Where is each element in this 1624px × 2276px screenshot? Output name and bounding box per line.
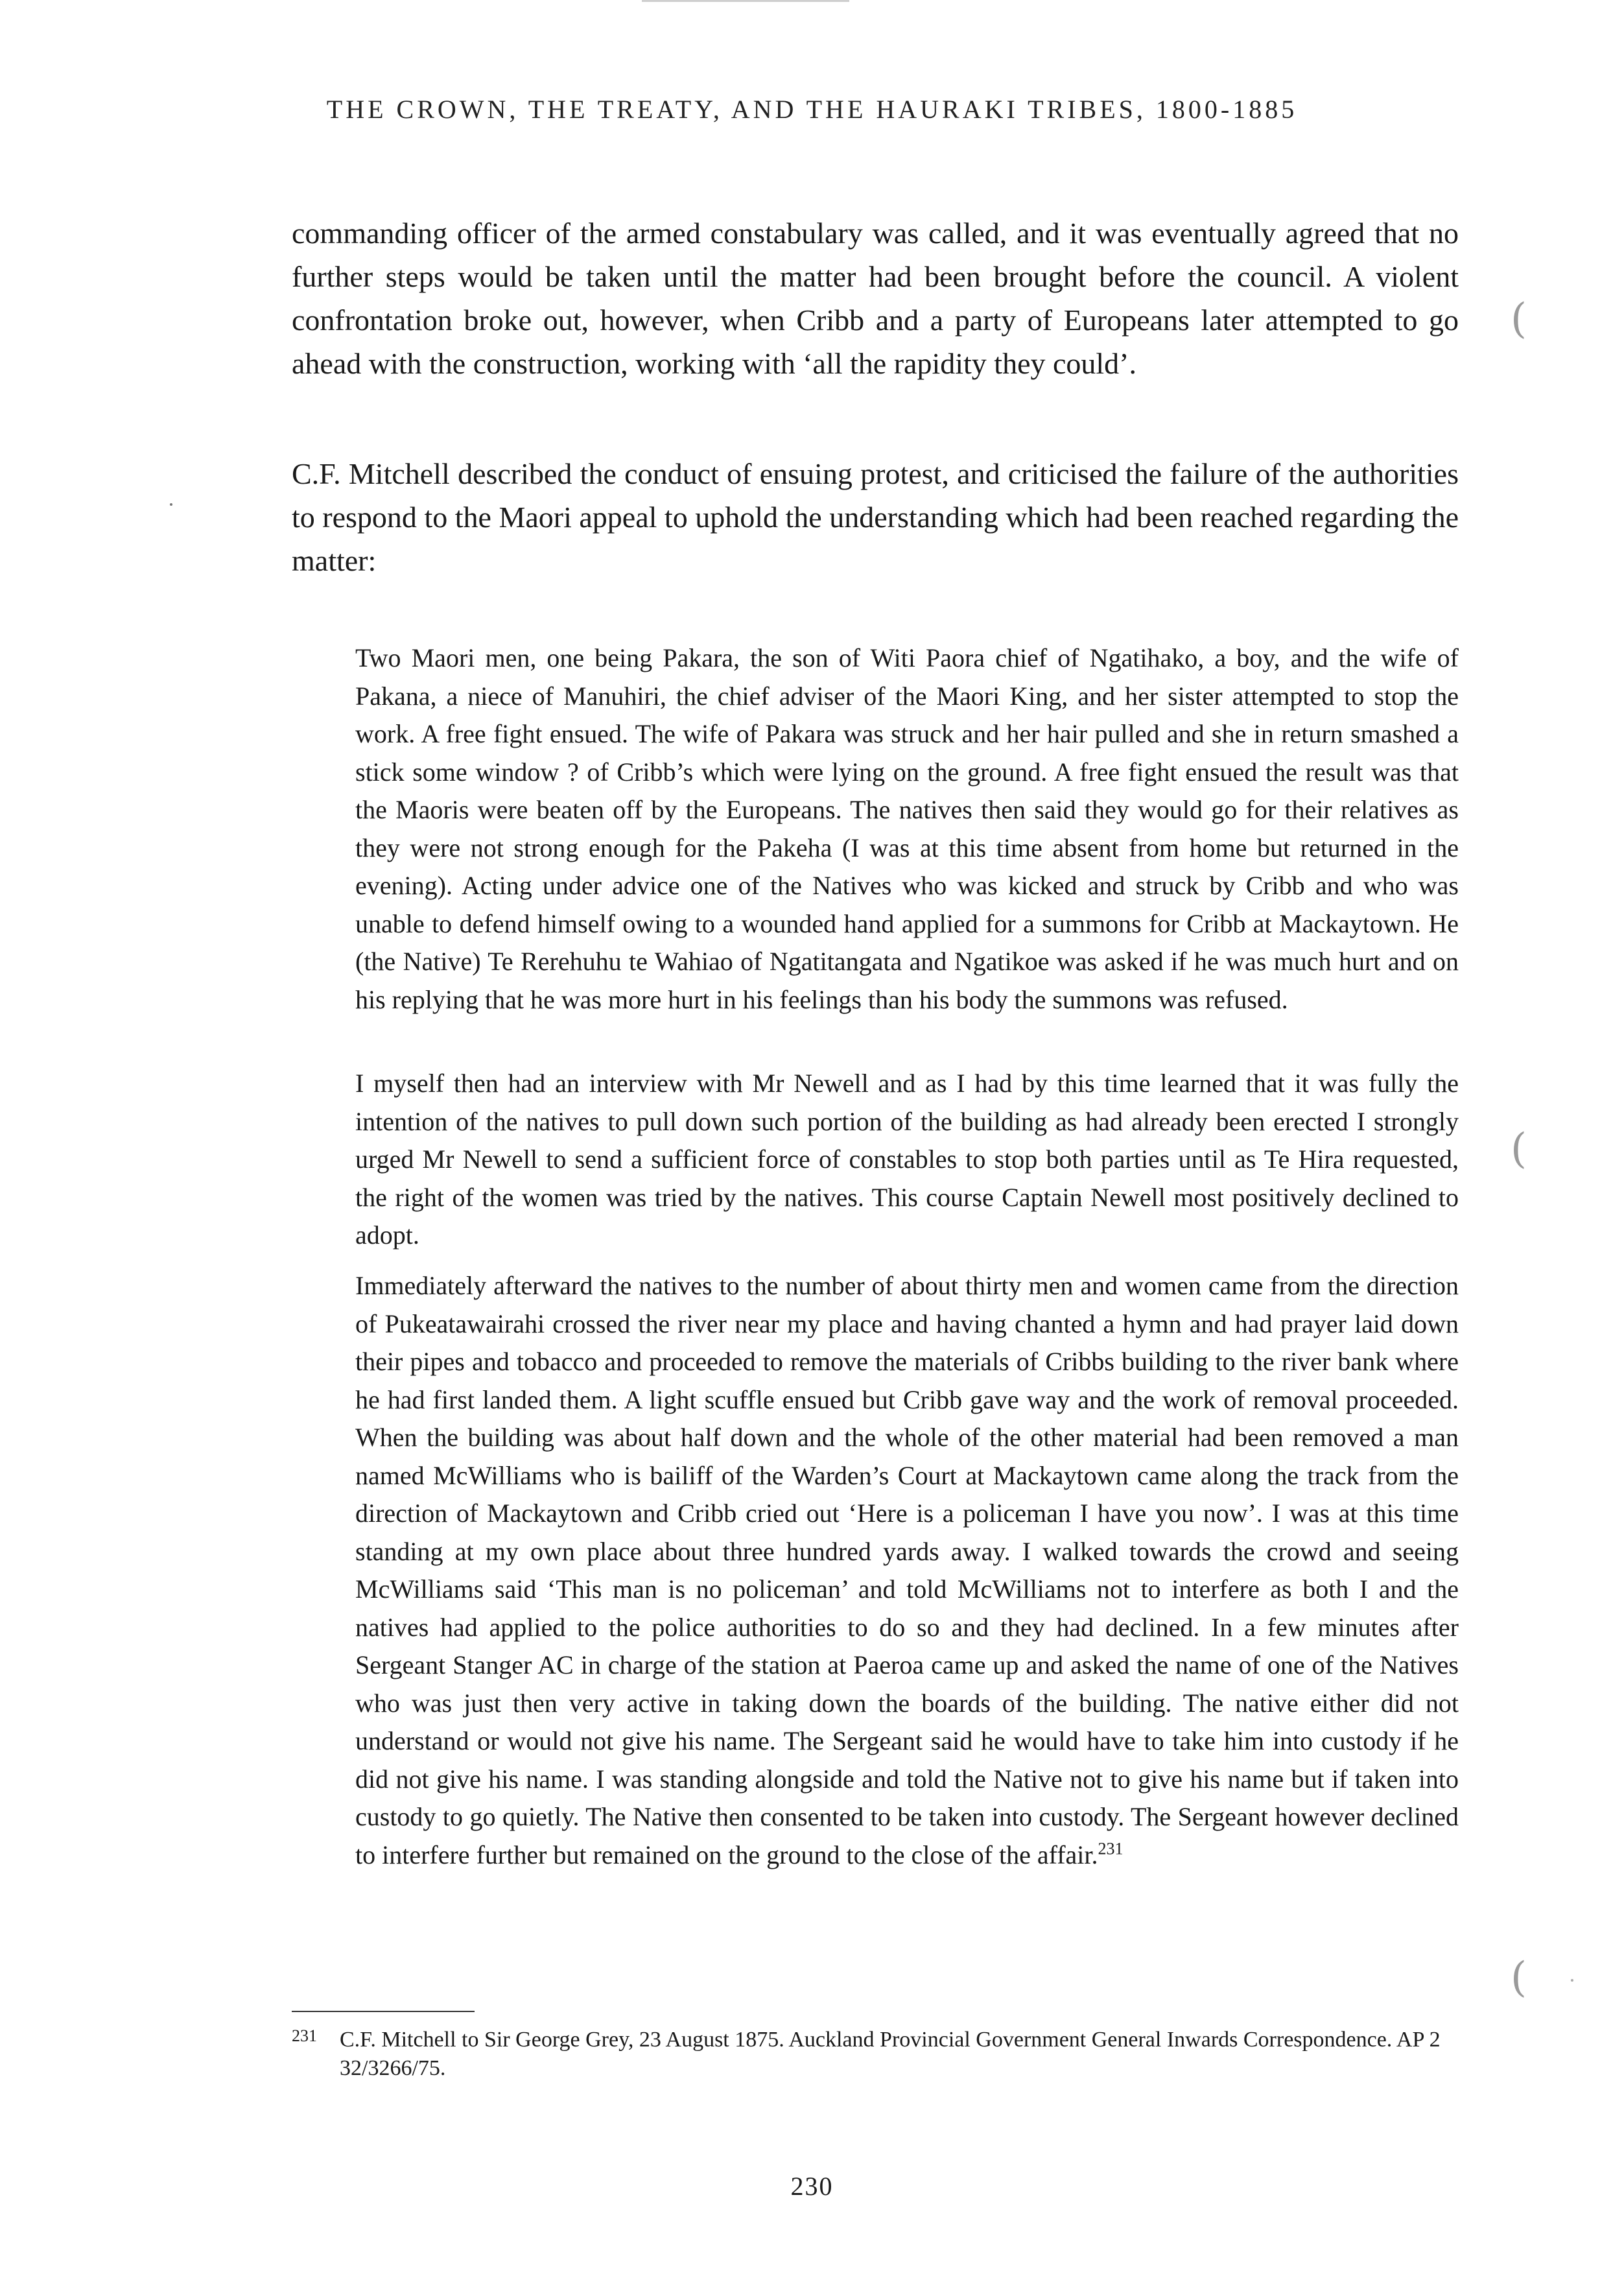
block-quote-paragraph: I myself then had an interview with Mr Newell and as I had by this time learned that it was fully the intention of the natives to pull down such portion of the building as had already been erected I strongly urged Mr Newell to send a sufficient force of constables to stop both parties until as Te Hira requested, the right of the women was tried by the natives. This course Captain Newell most positively declined to adopt.	[355, 1069, 1459, 1250]
scan-speck	[1571, 1979, 1573, 1982]
page-number: 230	[790, 2172, 834, 2201]
footnote-number: 231	[292, 2026, 317, 2045]
body-paragraph: C.F. Mitchell described the conduct of ensuing protest, and criticised the failure of the authorities to respond to the Maori appeal to uphold the understanding which had been reached regarding the matter:	[292, 457, 1459, 577]
running-head: THE CROWN, THE TREATY, AND THE HAURAKI TRIBES, 1800-1885	[326, 95, 1298, 124]
footnote	[292, 2026, 1459, 2083]
margin-mark: (	[1511, 1954, 1527, 2002]
block-quote-paragraph	[355, 1267, 1459, 1874]
scan-speck	[170, 503, 172, 506]
footnote-reference[interactable]: 231	[1098, 1839, 1124, 1858]
footnote-divider	[292, 2011, 475, 2012]
footnote-text: C.F. Mitchell to Sir George Grey, 23 August 1875. Auckland Provincial Government General Inwards Correspondence. AP 2 32/3266/75.	[340, 2028, 1441, 2080]
margin-mark: (	[1511, 1125, 1527, 1173]
margin-mark: (	[1511, 295, 1527, 343]
scan-edge-line	[642, 0, 849, 2]
block-quote-text: Immediately afterward the natives to the number of about thirty men and women came from the direction of Pukeatawairahi crossed the river near my place and having chanted a hymn and had prayer laid down their pipes and tobacco and proceeded to remove the materials of Cribbs building to the river bank where he had first landed them. A light scuffle ensued but Cribb gave way and the work of removal proceeded. When the building was about half down and the whole of the other material had been removed a man named McWilliams who is bailiff of the Warden’s Court at Mackaytown came along the track from the direction of Mackaytown and Cribb cried out ‘Here is a policeman I have you now’. I was at this time standing at my own place about three hundred yards away. I walked towards the crowd and seeing McWilliams said ‘This man is no policeman’ and told McWilliams not to interfere as both I and the natives had applied to the police authorities to do so and they had declined. In a few minutes after Sergeant Stanger AC in charge of the station at Paeroa came up and asked the name of one of the Natives who was just then very active in taking down the boards of the building. The native either did not understand or would not give his name. The Sergeant said he would have to take him into custody if he did not give his name. I was standing alongside and told the Native not to give his name but if taken into custody to go quietly. The Native then consented to be taken into custody. The Sergeant however declined to interfere further but remained on the ground to the close of the affair.	[355, 1271, 1459, 1869]
block-quote-paragraph: Two Maori men, one being Pakara, the son of Witi Paora chief of Ngatihako, a boy, and the wife of Pakana, a niece of Manuhiri, the chief adviser of the Maori King, and her sister attempted to stop the work. A free fight ensued. The wife of Pakara was struck and her hair pulled and she in return smashed a stick some window ? of Cribb’s which were lying on the ground. A free fight ensued the result was that the Maoris were beaten off by the Europeans. The natives then said they would go for their relatives as they were not strong enough for the Pakeha (I was at this time absent from home but returned in the evening). Acting under advice one of the Natives who was kicked and struck by Cribb and who was unable to defend himself owing to a wounded hand applied for a summons for Cribb at Mackaytown. He (the Native) Te Rerehuhu te Wahiao of Ngatitangata and Ngatikoe was asked if he was much hurt and on his replying that he was more hurt in his feelings than his body the summons was refused.	[355, 643, 1459, 1014]
body-paragraph: commanding officer of the armed constabulary was called, and it was eventually agreed that no further steps would be taken until the matter had been brought before the council. A violent confrontation broke out, however, when Cribb and a party of Europeans later attempted to go ahead with the construction, working with ‘all the rapidity they could’.	[292, 217, 1459, 380]
